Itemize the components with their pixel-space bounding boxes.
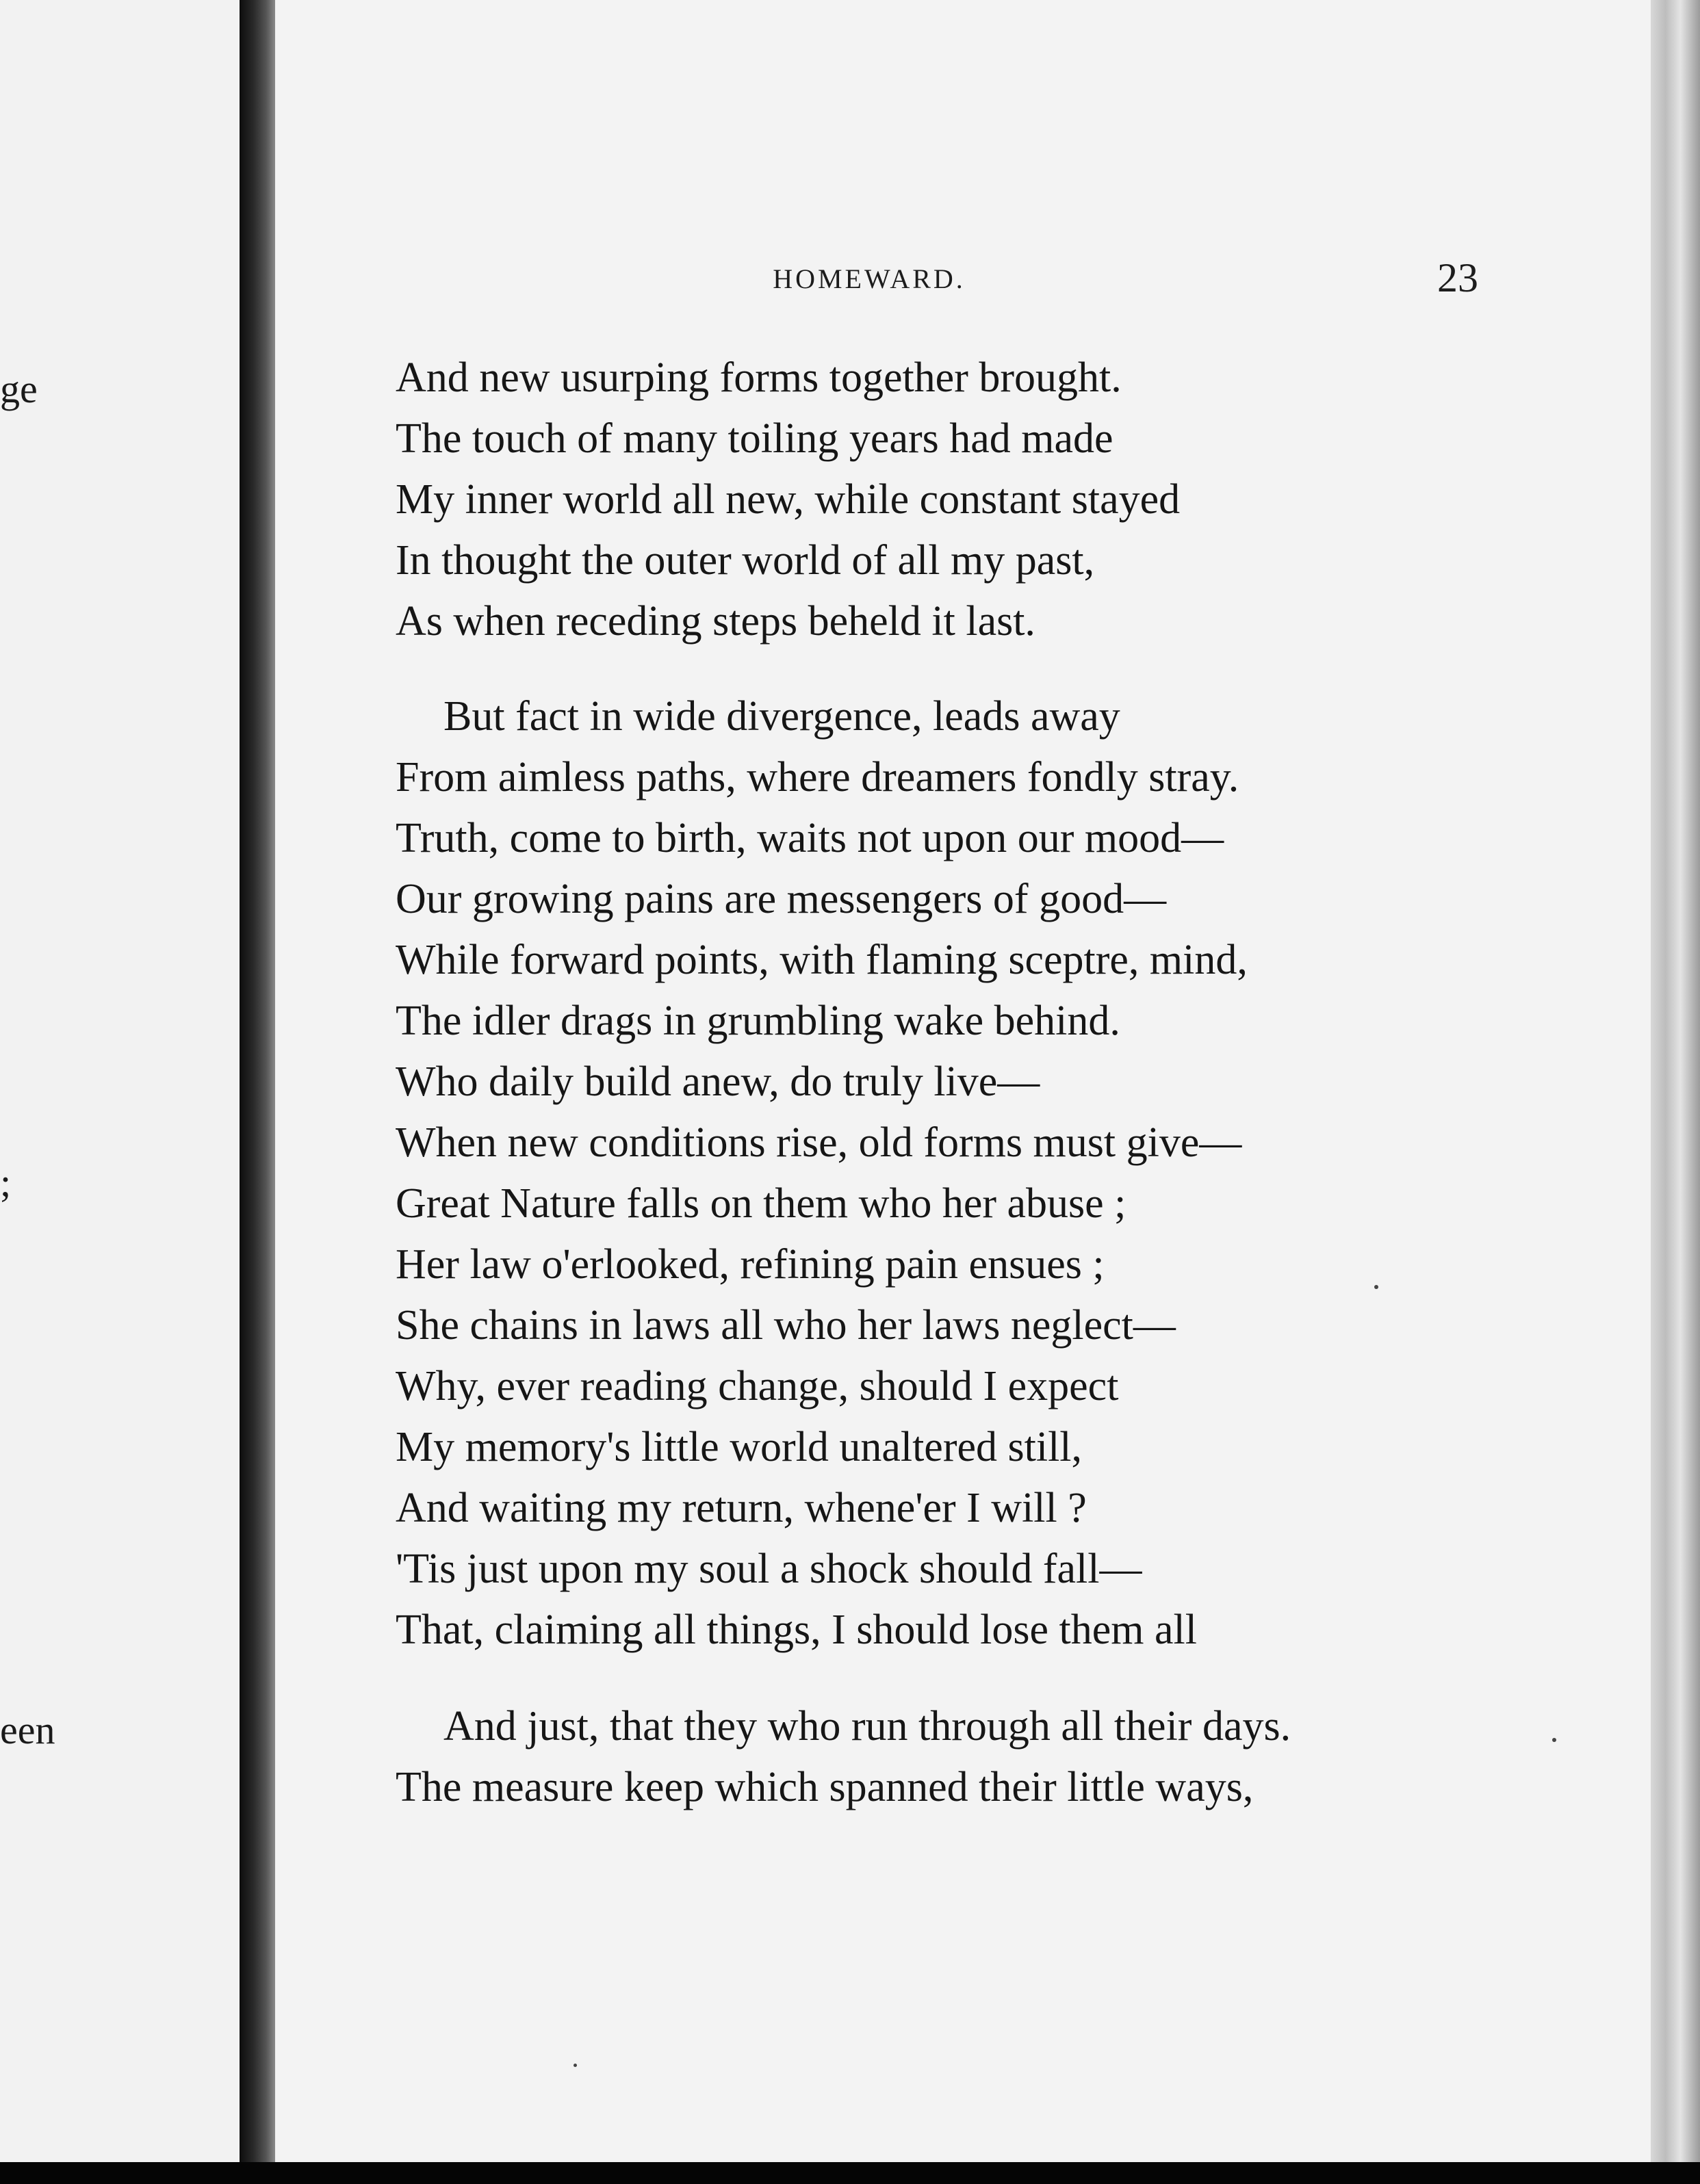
poem-line: As when receding steps beheld it last. — [396, 598, 1035, 645]
page-edge — [1651, 0, 1700, 2162]
poem-line: In thought the outer world of all my past, — [396, 537, 1095, 584]
stanza-1 — [396, 348, 1180, 652]
stanza-2 — [396, 686, 1248, 1661]
poem-line: The idler drags in grumbling wake behind. — [396, 998, 1120, 1044]
poem-line: And new usurping forms together brought. — [396, 354, 1122, 401]
poem-line: 'Tis just upon my soul a shock should fall— — [396, 1546, 1142, 1592]
print-speck — [1374, 1285, 1378, 1289]
page-number: 23 — [1437, 255, 1478, 300]
poem-line: She chains in laws all who her laws neglect— — [396, 1302, 1176, 1349]
stanza-3 — [396, 1696, 1291, 1818]
scan-border — [0, 2162, 1700, 2184]
poem-line: My inner world all new, while constant stayed — [396, 476, 1181, 523]
poem-line: The touch of many toiling years had made — [396, 415, 1113, 462]
poem-line: And waiting my return, whene'er I will ? — [396, 1485, 1087, 1531]
poem-line: Truth, come to birth, waits not upon our mood— — [396, 815, 1224, 861]
poem-line: Why, ever reading change, should I expect — [396, 1363, 1119, 1409]
print-speck — [574, 2064, 577, 2067]
running-title: HOMEWARD. — [773, 263, 966, 294]
book-gutter — [240, 0, 275, 2162]
print-speck — [1552, 1738, 1556, 1742]
poem-line: And just, that they who run through all their days. — [443, 1703, 1291, 1750]
facing-page — [0, 0, 240, 2162]
facing-page-fragment: ; — [0, 1160, 12, 1205]
poem-line: That, claiming all things, I should lose them all — [396, 1607, 1197, 1653]
poem-line: Great Nature falls on them who her abuse ; — [396, 1180, 1126, 1227]
facing-page-fragment: ge — [0, 367, 38, 411]
poem-line: From aimless paths, where dreamers fondly stray. — [396, 754, 1239, 801]
poem-line: When new conditions rise, old forms must give— — [396, 1119, 1242, 1166]
poem-line: While forward points, with flaming sceptre, mind, — [396, 937, 1248, 983]
poem-line: Our growing pains are messengers of good— — [396, 876, 1167, 922]
poem-line: My memory's little world unaltered still, — [396, 1424, 1083, 1470]
poem-line: Who daily build anew, do truly live— — [396, 1058, 1040, 1105]
poem-line: Her law o'erlooked, refining pain ensues ; — [396, 1241, 1105, 1288]
poem-line: But fact in wide divergence, leads away — [443, 693, 1120, 740]
poem-line: The measure keep which spanned their little ways, — [396, 1764, 1254, 1810]
facing-page-fragment: een — [0, 1708, 55, 1752]
